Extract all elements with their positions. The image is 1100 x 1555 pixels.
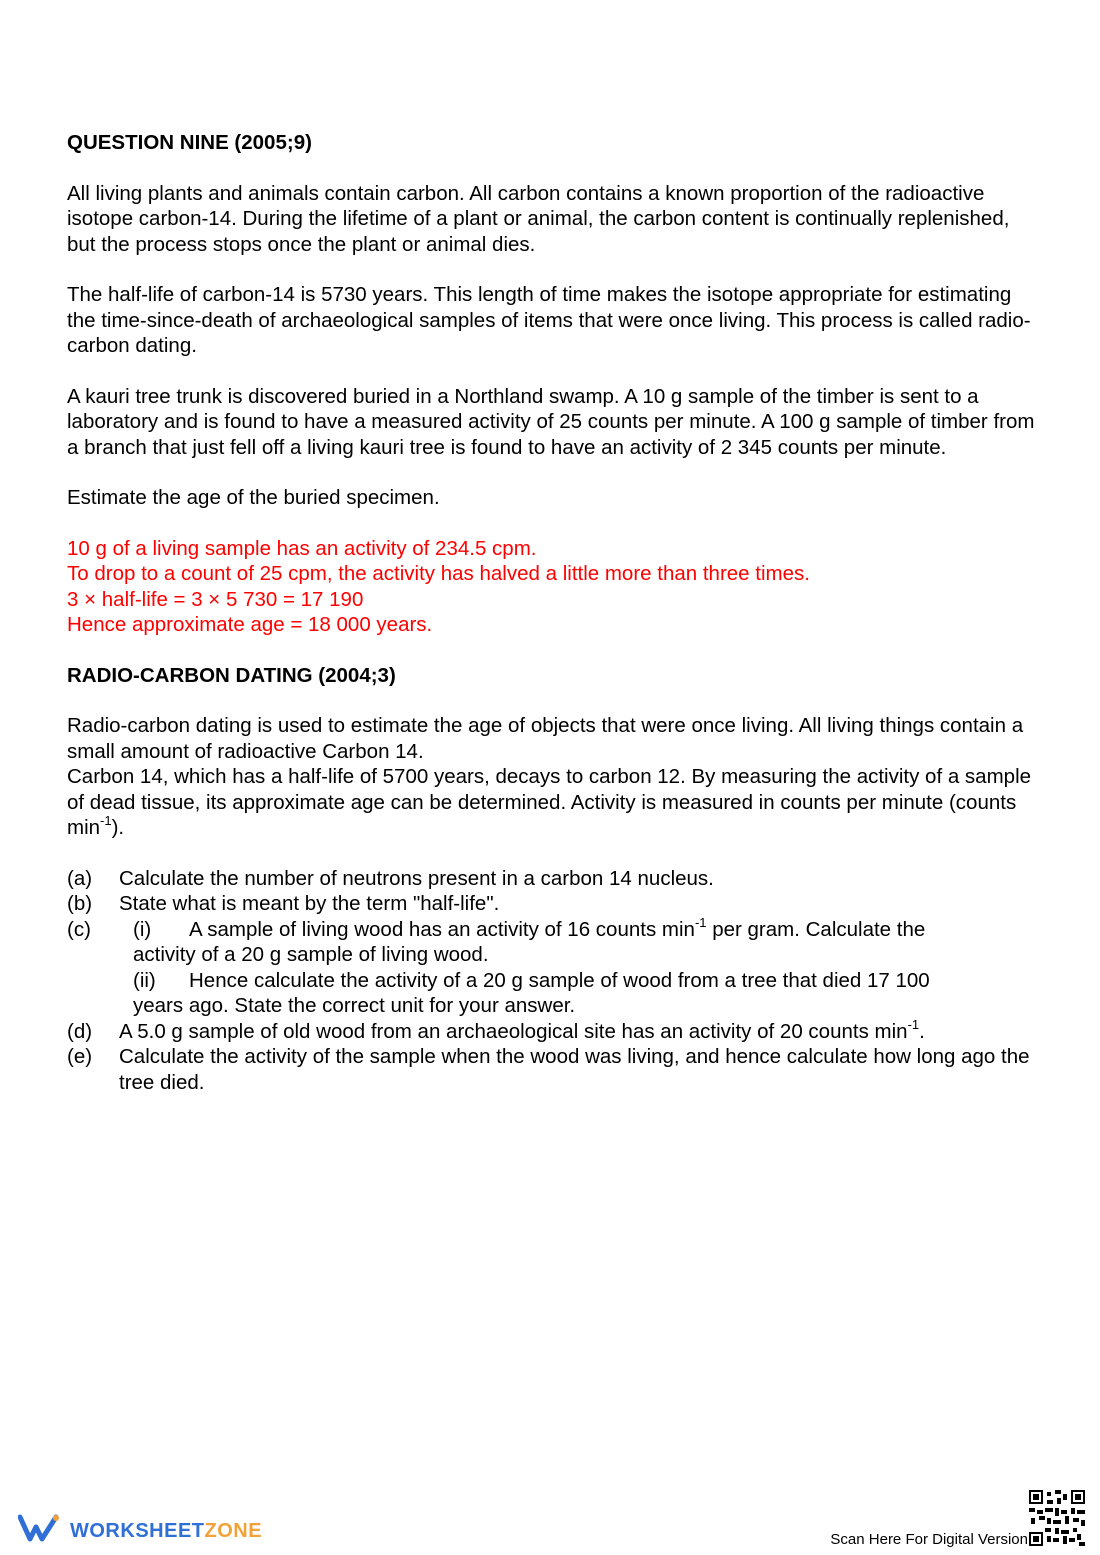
- item-label: (e): [67, 1045, 93, 1068]
- item-label: (c): [67, 917, 91, 941]
- w-logo-icon: [18, 1513, 60, 1550]
- worksheet-page: [67, 130, 1042, 1095]
- q9-paragraph-1: All living plants and animals contain carbon. All carbon contains a known proportion of the radioactive isotope carbon-14. During the lifetime of a plant or animal, the carbon content is continually replenished, but the process stops once the plant or animal dies.: [67, 181, 1010, 256]
- rc-paragraph-2: [67, 764, 1042, 841]
- item-c-body: [119, 914, 1042, 1019]
- answer-line-2: To drop to a count of 25 cpm, the activity has halved a little more than three times.: [67, 562, 810, 585]
- worksheetzone-logo[interactable]: [18, 1513, 262, 1550]
- q9-question: Estimate the age of the buried specimen.: [67, 486, 440, 509]
- qr-code-icon[interactable]: [1029, 1490, 1085, 1546]
- rc-question-list: [67, 866, 1042, 1096]
- sub-text: [189, 914, 1042, 943]
- q9-paragraph-2: The half-life of carbon-14 is 5730 years. This length of time makes the isotope appropriate for estimating the time-since-death of archaeological samples of items that were once living. This process is called radio-carbon dating.: [67, 283, 1031, 357]
- item-text: [119, 1016, 1042, 1045]
- question-item-c: [67, 914, 1042, 1019]
- logo-word-1: WORKSHEET: [70, 1519, 205, 1542]
- item-d-sup: -1: [907, 1016, 920, 1032]
- rc-paragraph-1: Radio-carbon dating is used to estimate the age of objects that were once living. All living things contain a small amount of radioactive Carbon 14.: [67, 714, 1024, 763]
- sub-ii-continuation: years ago. State the correct unit for your answer.: [133, 994, 576, 1017]
- logo-wordmark: [70, 1519, 262, 1545]
- answer-line-4: Hence approximate age = 18 000 years.: [67, 613, 433, 636]
- sub-i-continuation: activity of a 20 g sample of living wood.: [133, 943, 489, 966]
- item-text: Calculate the activity of the sample when the wood was living, and hence calculate how long ago the tree died.: [119, 1045, 1030, 1094]
- radio-carbon-heading: RADIO-CARBON DATING (2004;3): [67, 663, 396, 687]
- item-label: (a): [67, 866, 93, 890]
- rc-paragraph-2-text: Carbon 14, which has a half-life of 5700 years, decays to carbon 12. By measuring the activity of a sample of dead tissue, its approximate age can be determined. Activity is measured in counts per minute (counts min: [67, 765, 1032, 839]
- q9-answer: [67, 536, 1042, 638]
- sub-item-ii: [119, 968, 1042, 994]
- question-item-e: [67, 1044, 1042, 1095]
- item-text: Calculate the number of neutrons present in a carbon 14 nucleus.: [119, 866, 714, 890]
- sub-i-text-b: per gram. Calculate the: [706, 917, 926, 941]
- rc-paragraph-2-sup: -1: [100, 813, 112, 829]
- answer-line-1: 10 g of a living sample has an activity of 234.5 cpm.: [67, 536, 537, 560]
- sub-i-sup: -1: [694, 914, 707, 930]
- question-nine-heading: QUESTION NINE (2005;9): [67, 131, 312, 154]
- item-d-text-a: A 5.0 g sample of old wood from an archaeological site has an activity of 20 counts min: [119, 1019, 908, 1043]
- item-label: (d): [67, 1019, 93, 1043]
- question-item-b: [67, 891, 1042, 917]
- answer-line-3: 3 × half-life = 3 × 5 730 = 17 190: [67, 587, 364, 611]
- rc-paragraph-2-end: ).: [111, 816, 125, 839]
- item-text: State what is meant by the term "half-life".: [119, 892, 500, 915]
- question-item-d: [67, 1016, 1042, 1045]
- sub-text: Hence calculate the activity of a 20 g sample of wood from a tree that died 17 100: [189, 968, 930, 992]
- item-d-text-b: .: [919, 1019, 925, 1043]
- logo-word-2: ZONE: [204, 1519, 263, 1542]
- scan-caption: Scan Here For Digital Version: [830, 1531, 1028, 1548]
- item-label: (b): [67, 892, 93, 915]
- sub-label: (i): [133, 917, 152, 941]
- sub-i-text-a: A sample of living wood has an activity of 16 counts min: [189, 917, 695, 941]
- question-item-a: [67, 866, 1042, 892]
- sub-label: (ii): [133, 968, 156, 992]
- sub-item-i: [119, 914, 1042, 943]
- q9-paragraph-3: A kauri tree trunk is discovered buried in a Northland swamp. A 10 g sample of the timber is sent to a laboratory and is found to have a measured activity of 25 counts per minute. A 100 g sample of timber from a branch that just fell off a living kauri tree is found to have an activity of 2 345 counts per minute.: [67, 384, 1035, 459]
